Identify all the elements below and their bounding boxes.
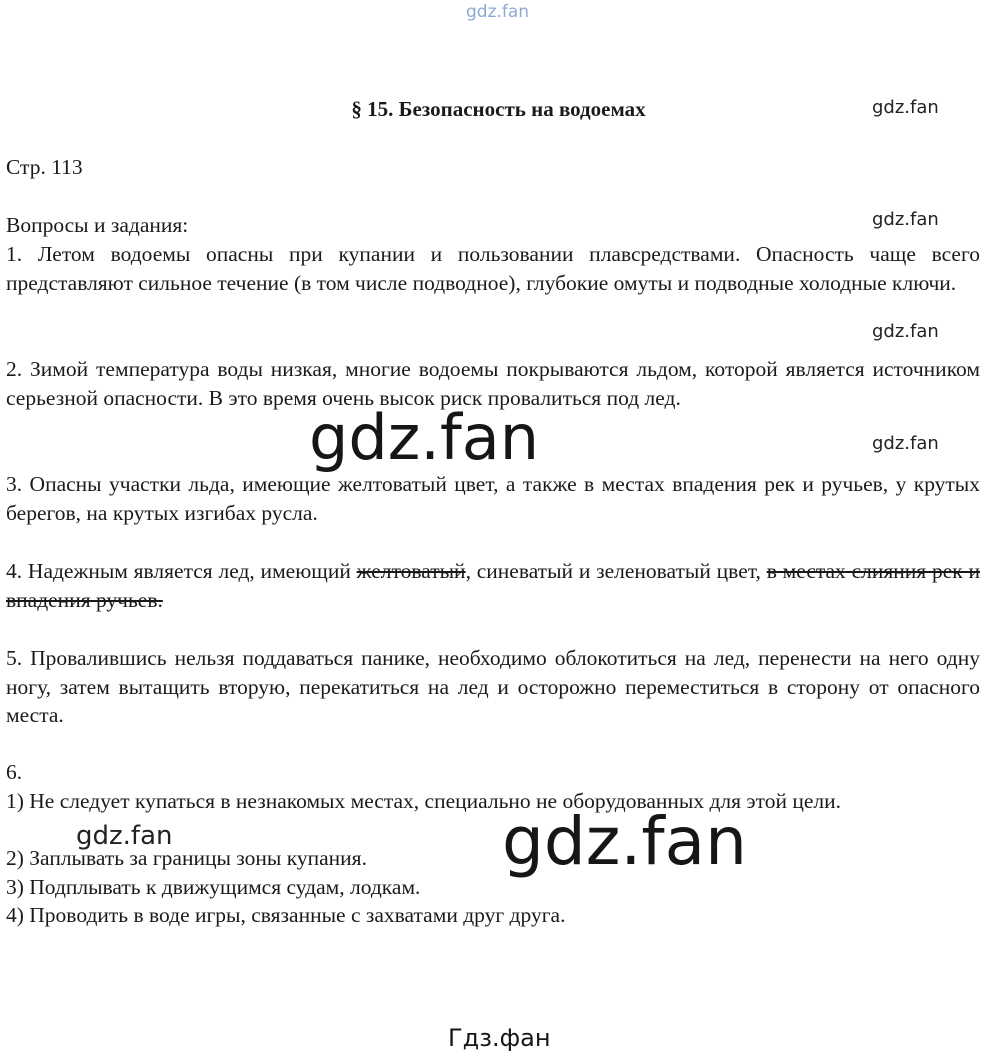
answer-4-middle: , синеватый и зеленоватый цвет, [465,559,767,583]
watermark-lower-left: gdz.fan [76,821,173,851]
answer-3: 3. Опасны участки льда, имеющие желтоватый цвет, а также в местах впадения рек и ручьев, у крутых берегов, на крутых изгибах русла. [6,472,980,525]
watermark-right-1: gdz.fan [872,97,939,118]
answer-6-item-1: 1) Не следует купаться в незнакомых местах, специально не оборудованных для этой цели. [6,789,842,813]
answer-6-label: 6. [6,760,23,784]
watermark-lower-big: gdz.fan [502,803,747,880]
answer-6-item-4: 4) Проводить в воде игры, связанные с захватами друг друга. [6,903,566,927]
answer-4-start: 4. Надежным является лед, имеющий [6,559,357,583]
answer-6-item-3: 3) Подплывать к движущимся судам, лодкам. [6,875,421,899]
answer-4-struck-phrase: в местах слияния рек и впадения ручьев. [6,559,980,612]
watermark-right-4: gdz.fan [872,433,939,454]
watermark-right-3: gdz.fan [872,321,939,342]
answer-1: 1. Летом водоемы опасны при купании и пользовании плавсредствами. Опасность чаще всего представляют сильное течение (в том числе подводное), глубокие омуты и подводные холодные ключи. [6,242,980,295]
answer-4-struck-word: желтоватый [356,559,466,583]
answer-6-item-2: 2) Заплывать за границы зоны купания. [6,846,367,870]
page-title: § 15. Безопасность на водоемах [351,97,646,121]
answer-4 [6,557,980,614]
watermark-top: gdz.fan [466,2,530,22]
section-heading: Вопросы и задания: [6,213,189,237]
answer-2: 2. Зимой температура воды низкая, многие водоемы покрываются льдом, которой является источником серьезной опасности. В это время очень высок риск провалиться под лед. [6,357,980,410]
answer-5: 5. Провалившись нельзя поддаваться панике, необходимо облокотиться на лед, перенести на него одну ногу, затем вытащить вторую, перекатиться на лед и осторожно переместиться в сторону от опасного места. [6,646,980,727]
page-reference: Стр. 113 [6,155,83,179]
watermark-center-big: gdz.fan [309,401,540,474]
watermark-right-2: gdz.fan [872,209,939,230]
watermark-bottom: Гдз.фан [448,1024,551,1052]
